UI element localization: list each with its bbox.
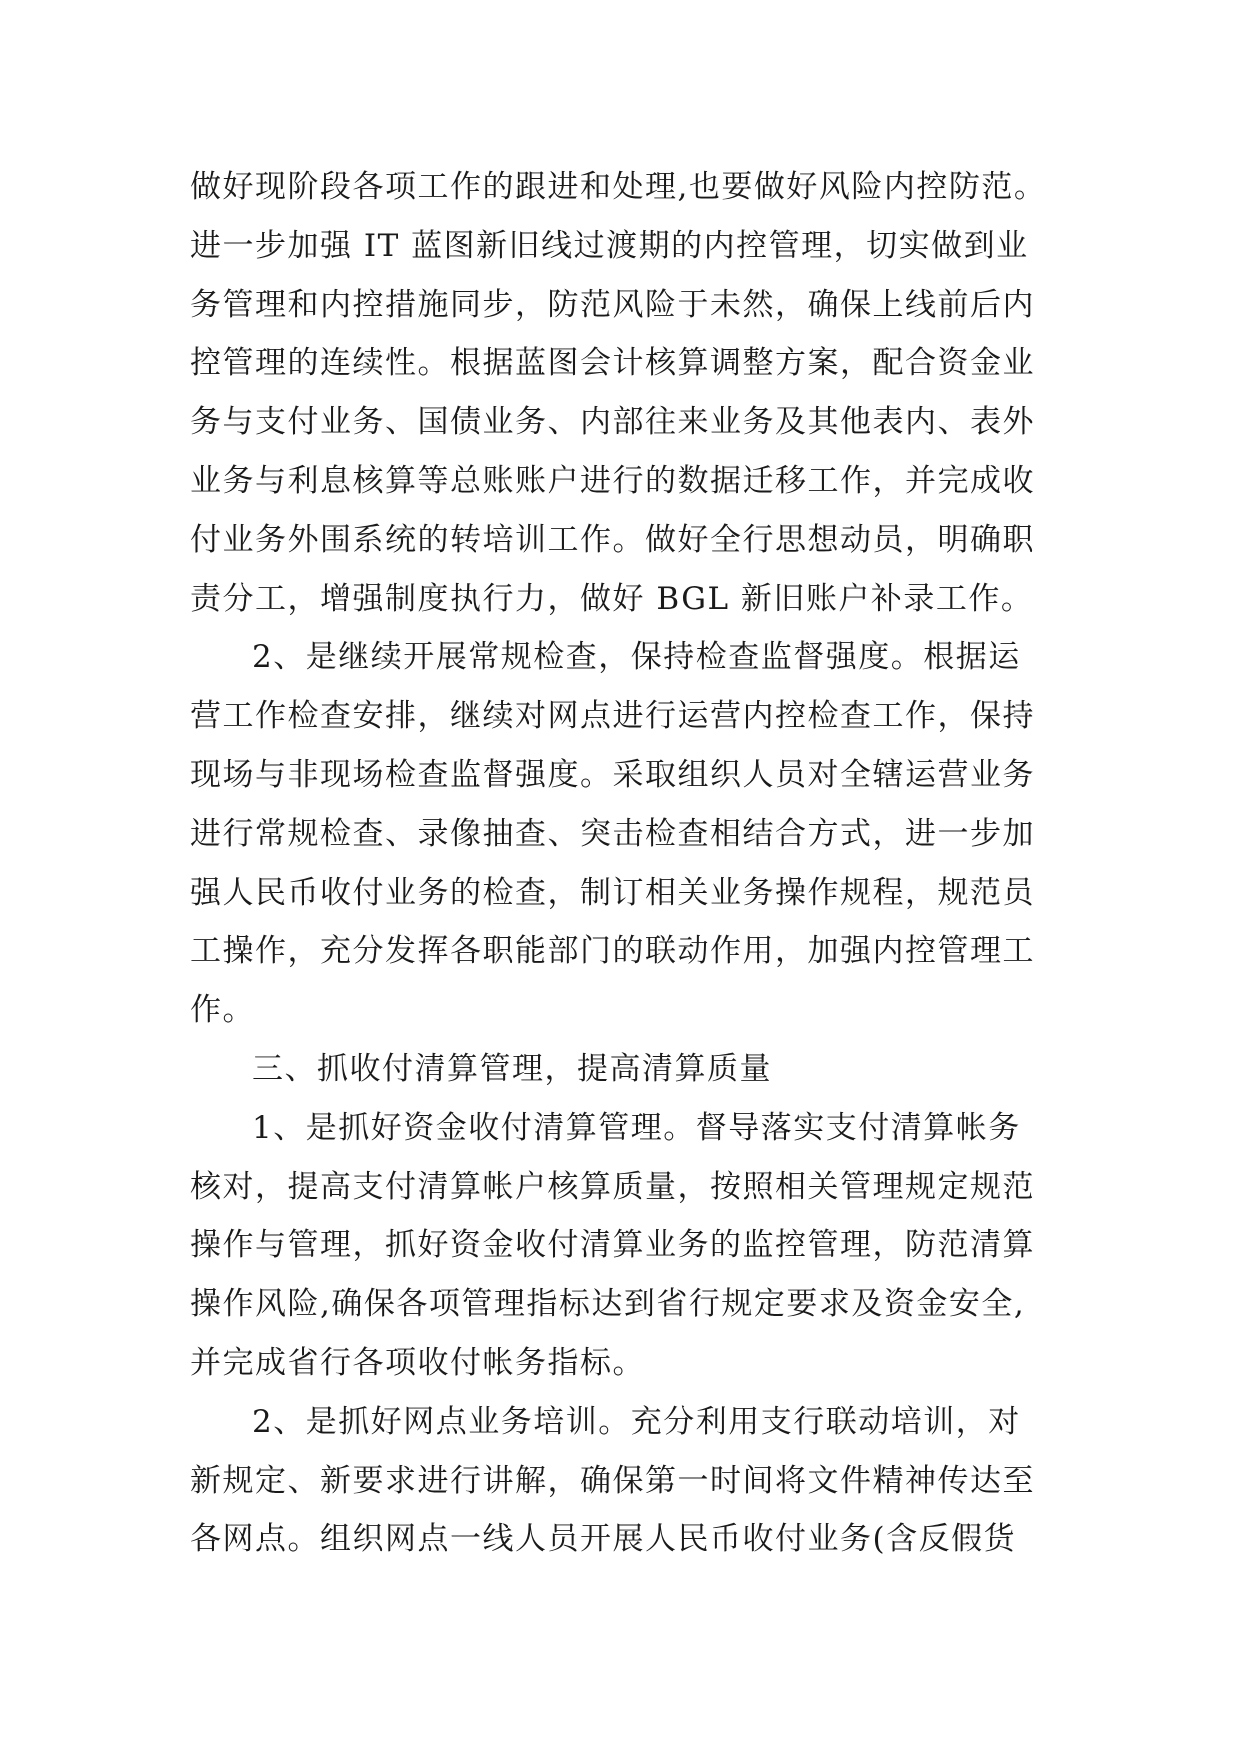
text-line: 工操作，充分发挥各职能部门的联动作用，加强内控管理工 [190, 933, 1035, 970]
text-line: 各网点。组织网点一线人员开展人民币收付业务(含反假货 [190, 1521, 1017, 1558]
text-line: 强人民币收付业务的检查，制订相关业务操作规程，规范员 [190, 874, 1035, 911]
text-line: 2、是抓好网点业务培训。充分利用支行联动培训，对 [252, 1403, 1021, 1440]
text-line: 新规定、新要求进行讲解，确保第一时间将文件精神传达至 [190, 1462, 1035, 1499]
text-line: 操作与管理，抓好资金收付清算业务的监控管理，防范清算 [190, 1227, 1035, 1264]
text-line: 2、是继续开展常规检查，保持检查监督强度。根据运 [252, 639, 1021, 676]
text-line: 进行常规检查、录像抽查、突击检查相结合方式，进一步加 [190, 815, 1035, 852]
text-line: 作。 [190, 992, 255, 1029]
text-line: 务管理和内控措施同步，防范风险于未然，确保上线前后内 [190, 286, 1035, 323]
text-line: 核对，提高支付清算帐户核算质量，按照相关管理规定规范 [190, 1168, 1035, 1205]
text-line: 三、抓收付清算管理，提高清算质量 [252, 1050, 772, 1087]
text-line: 进一步加强 IT 蓝图新旧线过渡期的内控管理，切实做到业 [190, 227, 1029, 264]
text-line: 业务与利息核算等总账账户进行的数据迁移工作，并完成收 [190, 462, 1035, 499]
text-line: 并完成省行各项收付帐务指标。 [190, 1344, 645, 1381]
text-line: 付业务外围系统的转培训工作。做好全行思想动员，明确职 [190, 521, 1035, 558]
text-line: 操作风险,确保各项管理指标达到省行规定要求及资金安全, [190, 1286, 1026, 1323]
text-line: 控管理的连续性。根据蓝图会计核算调整方案，配合资金业 [190, 345, 1035, 382]
text-line: 责分工，增强制度执行力，做好 BGL 新旧账户补录工作。 [190, 580, 1034, 617]
document-body [190, 158, 1090, 1569]
text-line: 1、是抓好资金收付清算管理。督导落实支付清算帐务 [252, 1109, 1021, 1146]
text-line: 做好现阶段各项工作的跟进和处理,也要做好风险内控防范。 [190, 169, 1047, 205]
text-line: 营工作检查安排，继续对网点进行运营内控检查工作，保持 [190, 698, 1035, 735]
text-line: 务与支付业务、国债业务、内部往来业务及其他表内、表外 [190, 404, 1035, 441]
text-line: 现场与非现场检查监督强度。采取组织人员对全辖运营业务 [190, 756, 1035, 793]
